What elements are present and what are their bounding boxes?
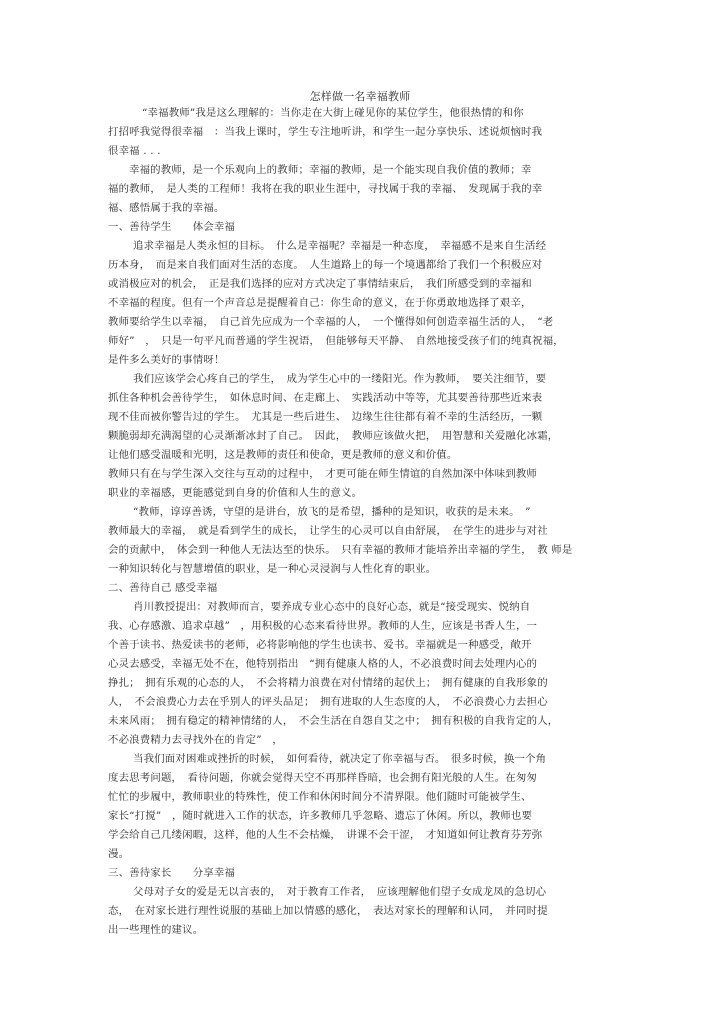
- text-line: “幸福教师”我是这么理解的：当你走在大街上碰见你的某位学生，他很热情的和你: [142, 107, 524, 119]
- text-line: 挣扎； 拥有乐观的心态的人， 不会将精力浪费在对付情绪的起伏上； 拥有健康的自我形象的: [108, 677, 548, 689]
- text-line: 肖川教授提出：对教师而言，要养成专业心态中的良好心态，就是“接受现实、悦纳自: [133, 601, 531, 613]
- text-line: 会的贡献中， 体会到一种他人无法达至的快乐。 只有幸福的教师才能培养出幸福的学生， 教 师是: [108, 544, 573, 556]
- text-line: 心灵去感受，幸福无处不在，他特别指出 “拥有健康人格的人，不必浪费时间去处理内心的: [108, 658, 538, 670]
- text-line: 福的教师， 是人类的工程师！我将在我的职业生涯中，寻找属于我的幸福、 发现属于我的幸: [108, 183, 543, 195]
- text-line: 一种知识转化与智慧增值的职业，是一种心灵浸润与人性化育的职业。: [108, 563, 437, 575]
- text-line: 我们应该学会心疼自己的学生， 成为学生心中的一缕阳光。作为教师， 要关注细节，要: [133, 373, 547, 385]
- text-line: 父母对子女的爱是无以言表的， 对于教育工作者， 应该理解他们望子女成龙凤的急切心: [133, 886, 547, 898]
- text-line: 我、心存感激、追求卓越” ，用积极的心态来看待世界。教师的人生，应该是书香人生，一: [108, 620, 538, 632]
- text-line: 是件多么美好的事情呀！: [108, 354, 225, 366]
- text-line: 不必浪费精力去寻找外在的肯定” ，: [108, 734, 283, 746]
- text-line: 抓住各种机会善待学生， 如休息时间、在走廊上、 实践活动中等等，尤其要善待那些近来表: [108, 392, 543, 404]
- text-line: 未来风雨； 拥有稳定的精神情绪的人， 不会生活在自怨自艾之中； 拥有积极的自我肯定的人，: [108, 715, 559, 727]
- text-line: 教师要给学生以幸福， 自己首先应成为一个幸福的人， 一个懂得如何创造幸福生活的人， “老: [108, 316, 554, 328]
- text-line: 当我们面对困难或挫折的时候， 如何看待，就决定了你幸福与否。 很多时候，换一个角: [133, 753, 547, 765]
- text-line: “教师，谆谆善诱，守望的是讲台，放飞的是希望，播种的是知识，收获的是未来。 ”: [133, 506, 531, 518]
- text-line: 历本身， 而是来自我们面对生活的态度。 人生道路上的每一个境遇都给了我们一个积极应对: [108, 259, 543, 271]
- text-line: 个善于读书、热爱读书的老师，必将影响他的学生也读书、爱书。幸福就是一种感受，敞开: [108, 639, 532, 651]
- text-line: 让他们感受温暖和光明，这是教师的责任和使命，更是教师的意义和价值。: [108, 449, 458, 461]
- text-line: 学会给自己几缕闲暇，这样，他的人生不会枯燥， 讲课不会干涩， 才知道如何让教育芬芳弥: [108, 829, 543, 841]
- text-line: 态， 在对家长进行理性说服的基础上加以情感的感化， 表达对家长的理解和认同， 并同时提: [108, 905, 548, 917]
- section-heading: 一、善待学生 体会幸福: [108, 221, 236, 233]
- section-heading: 二、善待自己 感受幸福: [108, 582, 218, 594]
- document-title: 怎样做一名幸福教师: [309, 90, 411, 103]
- text-line: 教师只有在与学生深入交往与互动的过程中， 才更可能在师生情谊的自然加深中体味到教师: [108, 468, 538, 480]
- section-heading: 三、善待家长 分享幸福: [108, 867, 236, 879]
- text-line: 不幸福的程度。但有一个声音总是提醒着自己：你生命的意义，在于你勇敢地选择了艰辛，: [108, 297, 532, 309]
- text-line: 幸福的教师，是一个乐观向上的教师；幸福的教师，是一个能实现自我价值的教师；幸: [129, 164, 532, 176]
- text-line: 家长“打搅” ，随时就进入工作的状态，许多教师几乎忽略、遗忘了休闲。所以，教师也要: [108, 810, 533, 822]
- text-line: 福、感悟属于我的幸福。: [108, 202, 225, 214]
- text-line: 教师最大的幸福， 就是看到学生的成长， 让学生的心灵可以自由舒展， 在学生的进步与对社: [108, 525, 548, 537]
- text-line: 出一些理性的建议。: [108, 924, 204, 936]
- text-line: 颗脆弱却充满渴望的心灵渐渐冰封了自己。 因此， 教师应该做火把， 用智慧和关爱融化冰霜，: [108, 430, 559, 442]
- text-line: 很幸福 . . .: [108, 145, 161, 157]
- text-line: 师好” ， 只是一句平凡而普通的学生祝语， 但能够每天平静、 自然地接受孩子们的纯真祝福，: [108, 335, 564, 347]
- text-line: 度去思考问题， 看待问题，你就会觉得天空不再那样昏暗，也会拥有阳光般的人生。在匆匆: [108, 772, 538, 784]
- text-line: 漫。: [108, 848, 130, 860]
- text-line: 或消极应对的机会， 正是我们选择的应对方式决定了事情结束后， 我们所感受到的幸福和: [108, 278, 532, 290]
- text-line: 追求幸福是人类永恒的目标。 什么是幸福呢？幸福是一种态度， 幸福感不是来自生活经: [133, 240, 547, 252]
- text-line: 打招呼我觉得很幸福 ：当我上课时，学生专注地听讲，和学生一起分享快乐、述说烦恼时我: [108, 126, 543, 138]
- text-line: 忙忙的步履中，教师职业的特殊性，使工作和休闲时间分不清界限。他们随时可能被学生、: [108, 791, 532, 803]
- text-line: 人， 不会浪费心力去在乎别人的评头品足； 拥有进取的人生态度的人， 不必浪费心力去担心: [108, 696, 548, 708]
- text-line: 现不佳而被你警告过的学生。 尤其是一些后进生、 边缘生往往都有着不幸的生活经历，一颗: [108, 411, 543, 423]
- text-line: 职业的幸福感，更能感觉到自身的价值和人生的意义。: [108, 487, 363, 499]
